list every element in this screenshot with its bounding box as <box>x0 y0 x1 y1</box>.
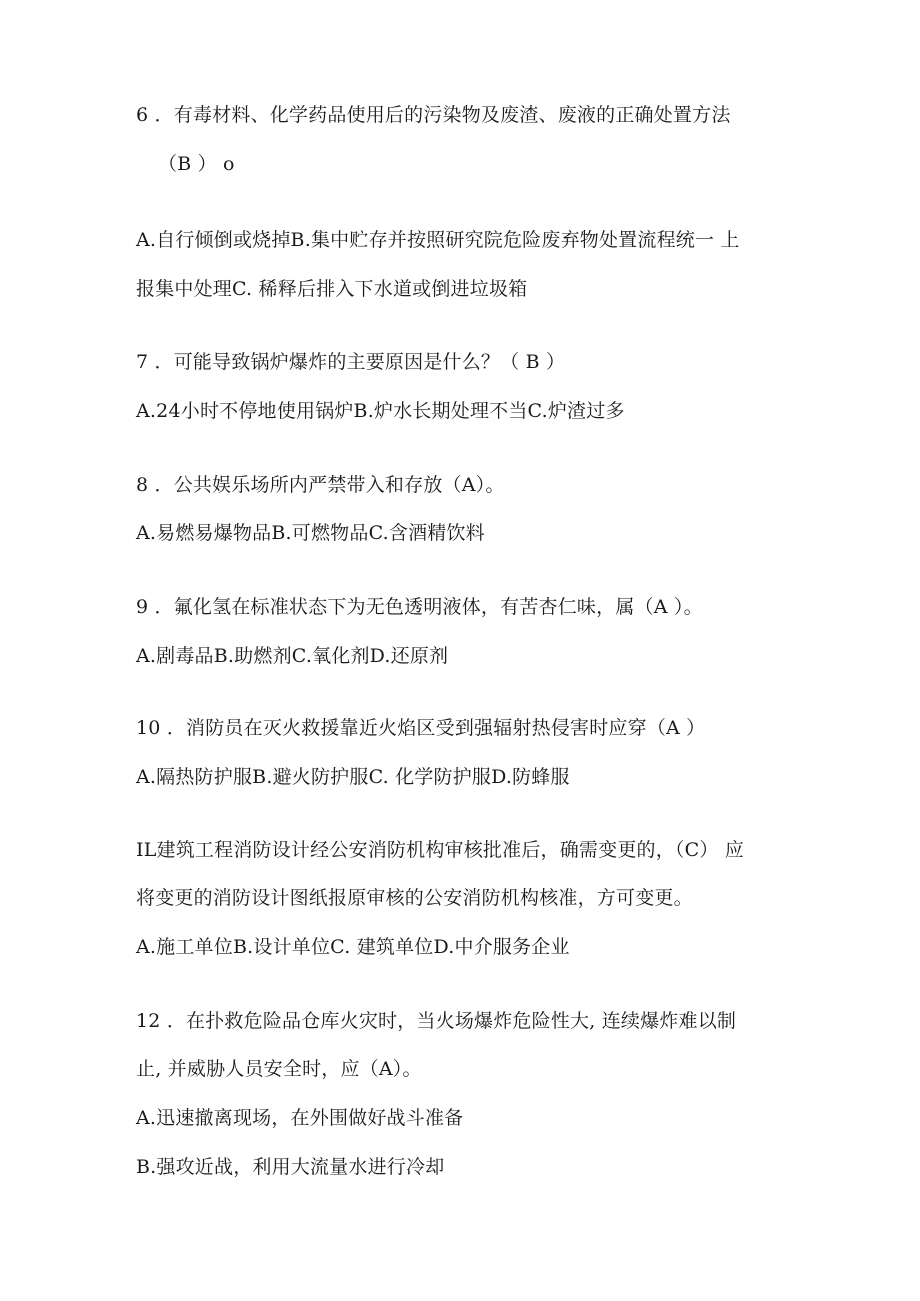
question-6-options-line-1: A.自行倾倒或烧掉B.集中贮存并按照研究院危险废弃物处置流程统一 上 <box>136 229 740 251</box>
question-11-line-1: IL建筑工程消防设计经公安消防机构审核批准后，确需变更的，（C） 应 <box>136 839 745 861</box>
question-11-options: A.施工单位B.设计单位C. 建筑单位D.中介服务企业 <box>136 936 570 958</box>
question-6-line-2: （B ） o <box>158 153 235 175</box>
question-8-line-1: 8 ．公共娱乐场所内严禁带入和存放（A）。 <box>136 474 505 496</box>
question-12-line-2: 止, 并威胁人员安全时，应（A）。 <box>136 1058 422 1080</box>
question-11-line-2: 将变更的消防设计图纸报原审核的公安消防机构核准，方可变更。 <box>136 887 693 909</box>
question-7-line-1: 7 ．可能导致锅炉爆炸的主要原因是什么？（ B ） <box>136 351 566 373</box>
question-7-options: A.24小时不停地使用锅炉B.炉水长期处理不当C.炉渣过多 <box>136 400 625 422</box>
question-9-options: A.剧毒品B.助燃剂C.氧化剂D.还原剂 <box>136 645 449 667</box>
question-12-option-b: B.强攻近战，利用大流量水进行冷却 <box>136 1156 445 1178</box>
question-12-line-1: 12 ．在扑救危险品仓库火灾时，当火场爆炸危险性大, 连续爆炸难以制 <box>136 1010 737 1032</box>
question-10-line-1: 10 ．消防员在灭火救援靠近火焰区受到强辐射热侵害时应穿（A ） <box>136 717 706 739</box>
question-10-options: A.隔热防护服B.避火防护服C. 化学防护服D.防蜂服 <box>136 766 570 788</box>
question-8-options: A.易燃易爆物品B.可燃物品C.含酒精饮料 <box>136 522 485 544</box>
question-12-option-a: A.迅速撤离现场，在外围做好战斗准备 <box>136 1107 464 1129</box>
question-9-line-1: 9 ．氟化氢在标准状态下为无色透明液体，有苦杏仁味，属（A ）。 <box>136 596 703 618</box>
question-6-options-line-2: 报集中处理C. 稀释后排入下水道或倒进垃圾箱 <box>136 278 528 300</box>
question-6-line-1: 6 ．有毒材料、化学药品使用后的污染物及废渣、废液的正确处置方法 <box>136 104 731 126</box>
